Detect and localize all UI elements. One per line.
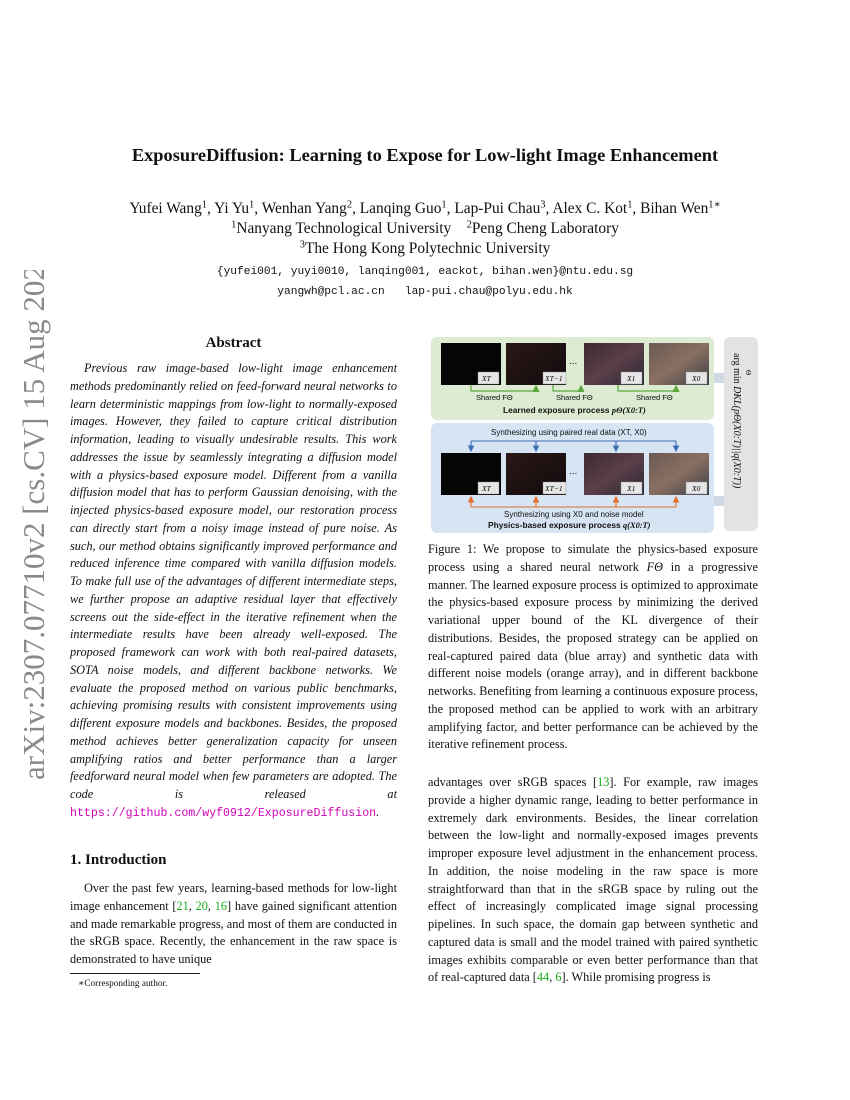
author-name: Alex C. Kot [552, 200, 628, 217]
figure-1 [431, 333, 761, 535]
email-line: {yufei001, yuyi0010, lanqing001, eackot, bihan.wen}@ntu.edu.sg [216, 266, 634, 278]
code-link[interactable]: https://github.com/wyf0912/ExposureDiffusion [70, 806, 377, 820]
email-block [0, 262, 850, 302]
affiliation-line [0, 239, 850, 259]
arxiv-stamp [8, 270, 58, 790]
author-name: Yi Yu [214, 200, 250, 217]
citation-link[interactable]: 16 [214, 898, 227, 913]
footnote: ∗Corresponding author. [78, 979, 168, 989]
caption-text: Figure 1: We propose to simulate the physics-based exposure process using a shared neural network [428, 542, 758, 574]
learned-process-label: Learned exposure process pΘ(X0:T) [503, 405, 646, 415]
paper-title: ExposureDiffusion: Learning to Expose for Low-light Image Enhancement [131, 145, 719, 165]
figure-caption [428, 541, 758, 754]
shared-network-label: Shared FΘ [636, 393, 673, 402]
author-affil-sup: 2 [346, 199, 353, 211]
objective-theta: Θ [744, 370, 752, 376]
author-affil-sup: 1 [249, 199, 255, 211]
author-name: Bihan Wen [640, 200, 709, 217]
citation-link[interactable]: 6 [555, 970, 562, 985]
author-affil-sup: 1 [627, 199, 633, 211]
affiliation: Peng Cheng Laboratory [471, 220, 619, 237]
sep: , [207, 898, 215, 913]
intro-paragraph [70, 880, 397, 969]
abstract-end: . [376, 804, 380, 819]
svg-text:XT: XT [482, 484, 491, 493]
physics-process-label: Physics-based exposure process q(X0:T) [488, 520, 651, 530]
svg-text:XT−1: XT−1 [545, 374, 563, 383]
author-affil-sup: 1 [201, 199, 207, 211]
author-name: Lanqing Guo [359, 200, 442, 217]
svg-text:XT: XT [482, 374, 491, 383]
paired-data-label: Synthesizing using paired real data (XT, X0) [491, 428, 647, 437]
svg-text:X0: X0 [692, 484, 701, 493]
author-name: Lap-Pui Chau [454, 200, 541, 217]
citation-link[interactable]: 13 [597, 775, 610, 789]
affiliation: Nanyang Technological University [236, 220, 452, 237]
svg-text:X0: X0 [692, 374, 701, 383]
intro-text: ] have gained significant attention and made remarkable progress, and most of them are conducted in the sRGB space. Recently, the enhancement in the raw space is demonstrated to have unique [70, 898, 397, 966]
svg-text:X1: X1 [627, 484, 636, 493]
affiliation: The Hong Kong Polytechnic University [304, 240, 551, 257]
author-affil-sup: 1∗ [708, 199, 721, 211]
sep: , [549, 970, 556, 985]
abstract-body: Previous raw image-based low-light image enhancement methods predominantly relied on feed-forward neural networks to learn deterministic mappings from low-light to normally-exposed images. However, they failed to capture critical distribution information, leading to visually undesirable results. This work addresses the issue by seamlessly integrating a diffusion model with a physics-based exposure model. Different from a vanilla diffusion model that has to perform Gaussian denoising, with the injected physics-based exposure model, our restoration process can directly start from a noisy image instead of pure noise. As such, our method obtains significantly improved performance and reduced inference time compared with vanilla diffusion models. To make full use of the advantages of different intermediate steps, we further propose an adaptive residual layer that effectively screens out the side-effect in the iterative refinement when the intermediate results have been already well-exposed. The proposed framework can work with both real-paired datasets, SOTA noise models, and different backbone networks. We evaluate the proposed method on various public benchmarks, achieving promising results with consistent improvements using different exposure models and backbones. Besides, the proposed method achieves better generalization capacity for unseen amplifying ratios and better performance than a larger feedforward neural model when few parameters are adopted. The code is released at [70, 361, 397, 801]
author-list: Yufei Wang$^1$, Yi Yu$^1$, Wenhan Yang$^2$, Lanqing Guo$^1$, Lap-Pui Chau$^3$, Alex C. Kot$^1$, Bihan Wen$^{1∗}$ [129, 199, 721, 217]
intro-text: Over the past few years, learning-based methods for low-light image enhancement [ [70, 881, 397, 913]
citation-link[interactable]: 21 [176, 898, 189, 913]
affil-sup: 2 [466, 219, 472, 231]
citation-link[interactable]: 44 [536, 970, 550, 985]
citation-link[interactable]: 20 [195, 898, 208, 913]
body-text: advantages over sRGB spaces [ [428, 775, 598, 789]
arxiv-stamp-text: arXiv:2307.07710v2 [cs.CV] 15 Aug 2023 [16, 270, 51, 780]
affil-sup: 3 [299, 239, 305, 251]
abstract-text [70, 360, 397, 823]
author-affil-sup: 3 [540, 199, 546, 211]
affil-sup: 1 [231, 219, 237, 231]
body-text: ]. For example, raw images provide a higher dynamic range, leading to better performance in extremely dark environments. Besides, the linear correlation between the low-light and normally-exposed images prevents improper exposure level adjustment in the enhancement process. In addition, the noise modeling in the raw space is more straightforward than that in the sRGB space by ruling out the effect of increasingly complicated image signal processing pipelines. In such space, the domain gap between synthetic and captured data is small and the model trained with paired synthetic images exhibits comparable or even better performance than that of real-captured data [ [428, 775, 758, 985]
affiliation-line [0, 219, 850, 239]
abstract-heading: Abstract [205, 335, 262, 351]
author-name: Yufei Wang [129, 200, 202, 217]
shared-network-label: Shared FΘ [556, 393, 593, 402]
right-column-paragraph [428, 774, 758, 987]
shared-network-label: Shared FΘ [476, 393, 513, 402]
footnote-rule [70, 973, 200, 974]
body-text: ]. While promising progress is [561, 970, 711, 985]
intro-heading: 1. Introduction [70, 852, 167, 868]
author-block [0, 199, 850, 259]
author-affil-sup: 1 [441, 199, 447, 211]
ellipsis: ... [569, 356, 578, 367]
email-line: yangwh@pcl.ac.cn lap-pui.chau@polyu.edu.hk [277, 286, 573, 298]
svg-text:X1: X1 [627, 374, 636, 383]
author-name: Wenhan Yang [261, 200, 347, 217]
caption-math: FΘ [646, 559, 664, 574]
svg-text:XT−1: XT−1 [545, 484, 563, 493]
ellipsis: ... [569, 466, 578, 477]
caption-text: in a progressive manner. The learned exposure process is optimized to approximate the physics-based exposure process by minimizing the derived variational upper bound of the KL divergence of their distributions. Besides, the proposed strategy can be applied on real-captured paired data (blue array) and synthetic data with different noise models (orange array), and in different backbone networks. Benefiting from learning a continuous exposure process, the proposed method can be applied to work with an arbitrary amplifying factor, and better performance can be achieved by the iterative refinement process. [428, 559, 759, 752]
objective-label: arg min DKL(pΘ(X0:T)||q(X0:T)) [731, 353, 742, 489]
noise-model-label: Synthesizing using X0 and noise model [504, 510, 644, 519]
sep: , [188, 898, 196, 913]
